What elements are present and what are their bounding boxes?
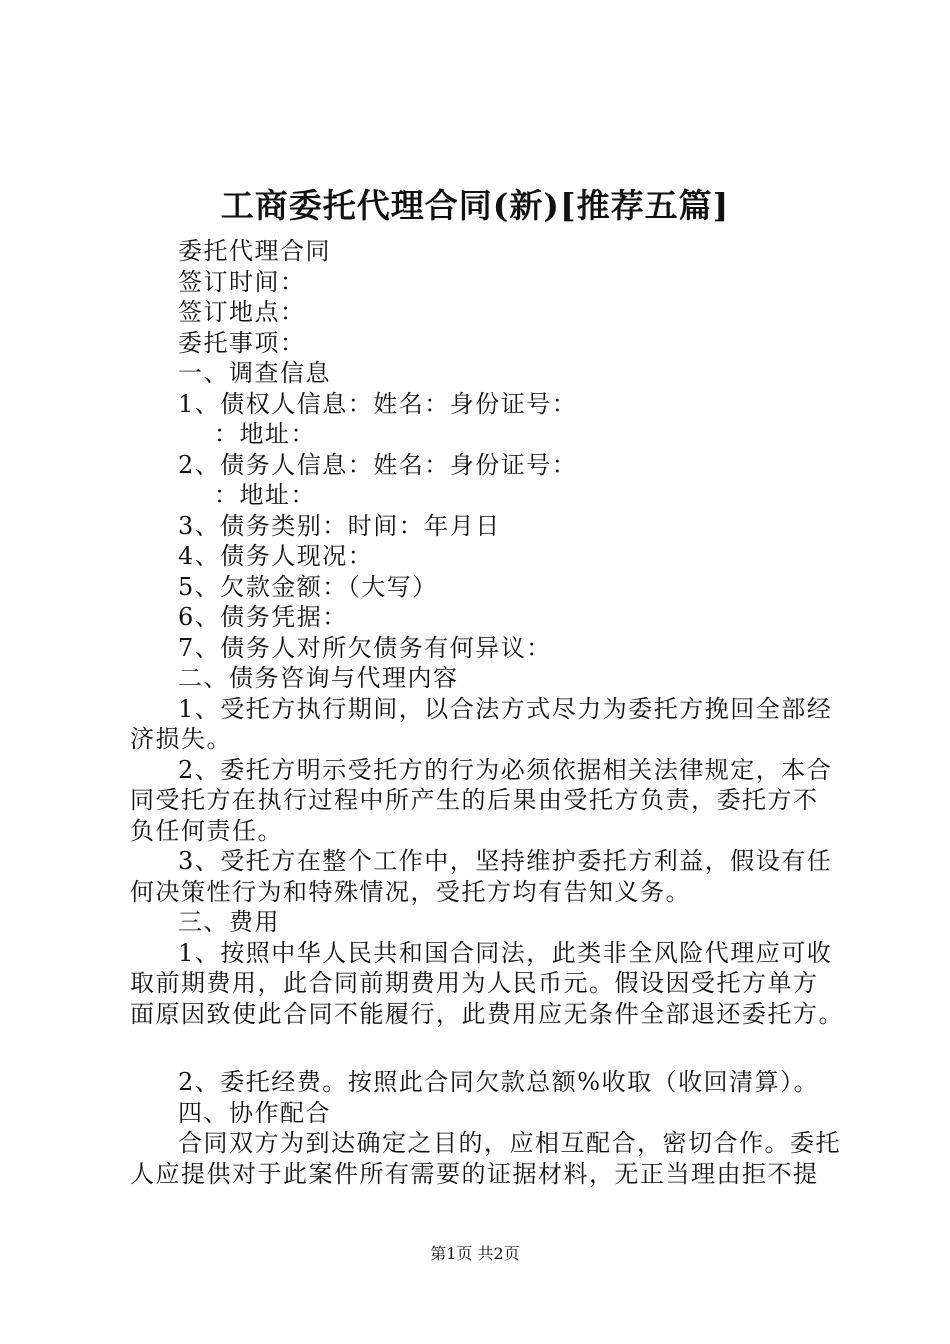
body-line: 2、委托经费。按照此合同欠款总额%收取（收回清算）。 [178, 1068, 820, 1096]
body-line: 委托代理合同 [178, 237, 331, 265]
body-line: 取前期费用，此合同前期费用为人民币元。假设因受托方单方 [130, 969, 819, 997]
body-line: 1、受托方执行期间，以合法方式尽力为委托方挽回全部经 [178, 694, 833, 723]
document-title: 工商委托代理合同(新)[推荐五篇] [220, 186, 730, 225]
body-line: 2、债务人信息：姓名：身份证号： [178, 450, 578, 479]
page-footer: 第1页 共2页 [430, 1244, 520, 1263]
section-heading: 四、协作配合 [178, 1098, 331, 1127]
body-line: 4、债务人现况： [178, 542, 374, 570]
body-line: 7、债务人对所欠债务有何异议： [178, 633, 552, 662]
body-line: 委托事项： [178, 328, 306, 357]
body-line: 2、委托方明示受托方的行为必须依据相关法律规定，本合 [178, 755, 833, 784]
body-line: 人应提供对于此案件所有需要的证据材料，无正当理由拒不提 [130, 1159, 819, 1188]
body-line: 签订地点： [178, 298, 306, 326]
body-line: 3、债务类别：时间：年月日 [178, 511, 501, 540]
document-body [130, 236, 844, 1189]
body-line: 面原因致使此合同不能履行，此费用应无条件全部退还委托方。 [130, 999, 844, 1028]
body-line: 济损失。 [130, 725, 232, 753]
body-line: 1、按照中华人民共和国合同法，此类非全风险代理应可收 [178, 938, 833, 967]
body-line: ：地址： [214, 420, 316, 448]
body-line: 3、受托方在整个工作中，坚持维护委托方利益，假设有任 [178, 847, 833, 875]
body-line: 何决策性行为和特殊情况，受托方均有告知义务。 [130, 877, 691, 906]
section-heading: 二、债务咨询与代理内容 [178, 664, 459, 692]
body-line: 负任何责任。 [130, 816, 283, 845]
body-line: 1、债权人信息：姓名：身份证号： [178, 389, 578, 418]
body-line: ：地址： [214, 481, 316, 509]
body-line: 合同双方为到达确定之目的，应相互配合，密切合作。委托 [178, 1129, 841, 1157]
body-line: 6、债务凭据： [178, 603, 348, 631]
body-line: 签订时间： [178, 267, 306, 296]
section-heading: 三、费用 [178, 908, 280, 936]
body-line: 5、欠款金额：（大写） [178, 572, 438, 601]
body-line: 同受托方在执行过程中所产生的后果由受托方负责，委托方不 [130, 786, 819, 814]
blank-line [130, 1029, 840, 1067]
section-heading: 一、调查信息 [178, 359, 331, 387]
